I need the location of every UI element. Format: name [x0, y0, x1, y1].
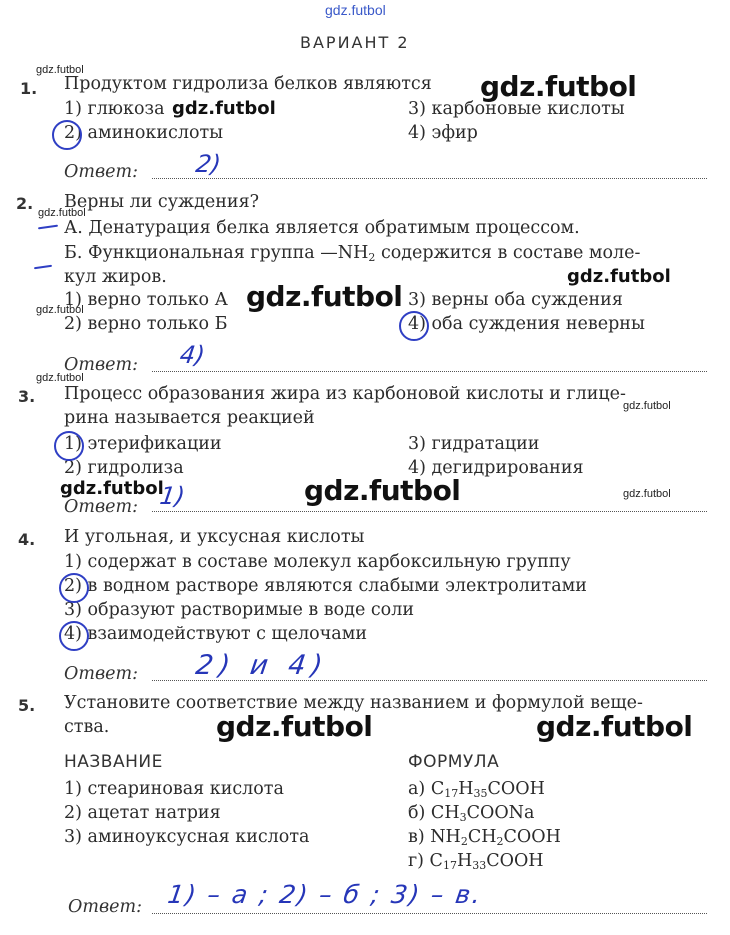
question-text: Верны ли суждения?	[64, 192, 259, 212]
answer-circle	[59, 621, 89, 651]
option: 1) верно только А	[64, 290, 228, 310]
question-number: 1.	[20, 79, 38, 98]
answer-label: Ответ:	[64, 162, 138, 182]
name-item: 1) стеариновая кислота	[64, 779, 284, 799]
answer-line	[152, 178, 707, 179]
watermark-mid: gdz.futbol	[172, 98, 276, 119]
watermark-small: gdz.futbol	[36, 304, 84, 316]
watermark-big: gdz.futbol	[216, 710, 373, 743]
page-title: ВАРИАНТ 2	[300, 33, 410, 52]
answer-label: Ответ:	[64, 664, 138, 684]
option: 3) образуют растворимые в воде соли	[64, 600, 414, 620]
formula-item: в) $NH_2CH_2COOH$	[408, 827, 561, 848]
answer-line	[152, 371, 707, 372]
answer-circle	[59, 573, 89, 603]
handwritten-answer: 1)	[158, 482, 187, 510]
answer-circle	[54, 431, 84, 461]
handwritten-answer: 4)	[178, 341, 207, 369]
answer-label: Ответ:	[68, 897, 142, 917]
handwritten-answer: 1) – а ; 2) – б ; 3) – в.	[165, 880, 485, 909]
option: 4) дегидрирования	[408, 458, 584, 478]
question-text: Установите соответствие между названием и формулой веще-	[64, 693, 643, 713]
check-mark	[34, 265, 52, 269]
statement-b: Б. Функциональная группа $—NH_2$ содержится в составе моле-	[64, 243, 641, 264]
option: 4) оба суждения неверны	[408, 314, 645, 334]
answer-line	[152, 511, 707, 512]
option: 1) этерификации	[64, 434, 222, 454]
question-text: ства.	[64, 717, 110, 737]
formula-item: б) $CH_3COONa$	[408, 803, 535, 824]
handwritten-answer: 2)	[194, 150, 223, 178]
watermark-small: gdz.futbol	[36, 64, 84, 76]
watermark-small: gdz.futbol	[623, 400, 671, 412]
option: 3) карбоновые кислоты	[408, 99, 625, 119]
watermark-big: gdz.futbol	[246, 280, 403, 313]
answer-label: Ответ:	[64, 497, 138, 517]
column-header-name: НАЗВАНИЕ	[64, 752, 163, 772]
watermark-small: gdz.futbol	[623, 488, 671, 500]
watermark-small: gdz.futbol	[36, 372, 84, 384]
question-number: 2.	[16, 194, 34, 213]
option: 4) взаимодействуют с щелочами	[64, 624, 367, 644]
question-number: 3.	[18, 387, 36, 406]
handwritten-answer: 2) и 4)	[193, 650, 331, 681]
watermark-small: gdz.futbol	[38, 207, 86, 219]
option: 1) глюкоза	[64, 99, 165, 119]
answer-circle	[399, 311, 429, 341]
statement-a: А. Денатурация белка является обратимым процессом.	[64, 218, 580, 238]
watermark-big: gdz.futbol	[536, 710, 693, 743]
option: 2) аминокислоты	[64, 123, 224, 143]
option: 2) гидролиза	[64, 458, 184, 478]
option: 2) верно только Б	[64, 314, 228, 334]
check-mark	[38, 225, 58, 230]
question-text: Продуктом гидролиза белков являются	[64, 74, 432, 94]
watermark-big: gdz.futbol	[304, 474, 461, 507]
statement-b-cont: кул жиров.	[64, 267, 167, 287]
question-text: рина называется реакцией	[64, 408, 315, 428]
formula-item: г) $C_{17}H_{33}COOH$	[408, 851, 544, 872]
column-header-formula: ФОРМУЛА	[408, 752, 500, 772]
watermark-mid: gdz.futbol	[567, 266, 671, 287]
name-item: 2) ацетат натрия	[64, 803, 221, 823]
formula-item: а) $C_{17}H_{35}COOH$	[408, 779, 545, 800]
watermark-big: gdz.futbol	[480, 70, 637, 103]
option: 3) гидратации	[408, 434, 540, 454]
option: 1) содержат в составе молекул карбоксильную группу	[64, 552, 571, 572]
answer-circle	[52, 120, 82, 150]
question-text: Процесс образования жира из карбоновой кислоты и глице-	[64, 384, 626, 404]
question-text: И угольная, и уксусная кислоты	[64, 527, 365, 547]
answer-line	[152, 913, 707, 914]
option: 2) в водном растворе являются слабыми электролитами	[64, 576, 587, 596]
name-item: 3) аминоуксусная кислота	[64, 827, 310, 847]
watermark-top: gdz.futbol	[325, 2, 386, 18]
watermark-mid: gdz.futbol	[60, 478, 164, 499]
option: 3) верны оба суждения	[408, 290, 623, 310]
question-number: 4.	[18, 530, 36, 549]
option: 4) эфир	[408, 123, 478, 143]
answer-label: Ответ:	[64, 355, 138, 375]
question-number: 5.	[18, 696, 36, 715]
